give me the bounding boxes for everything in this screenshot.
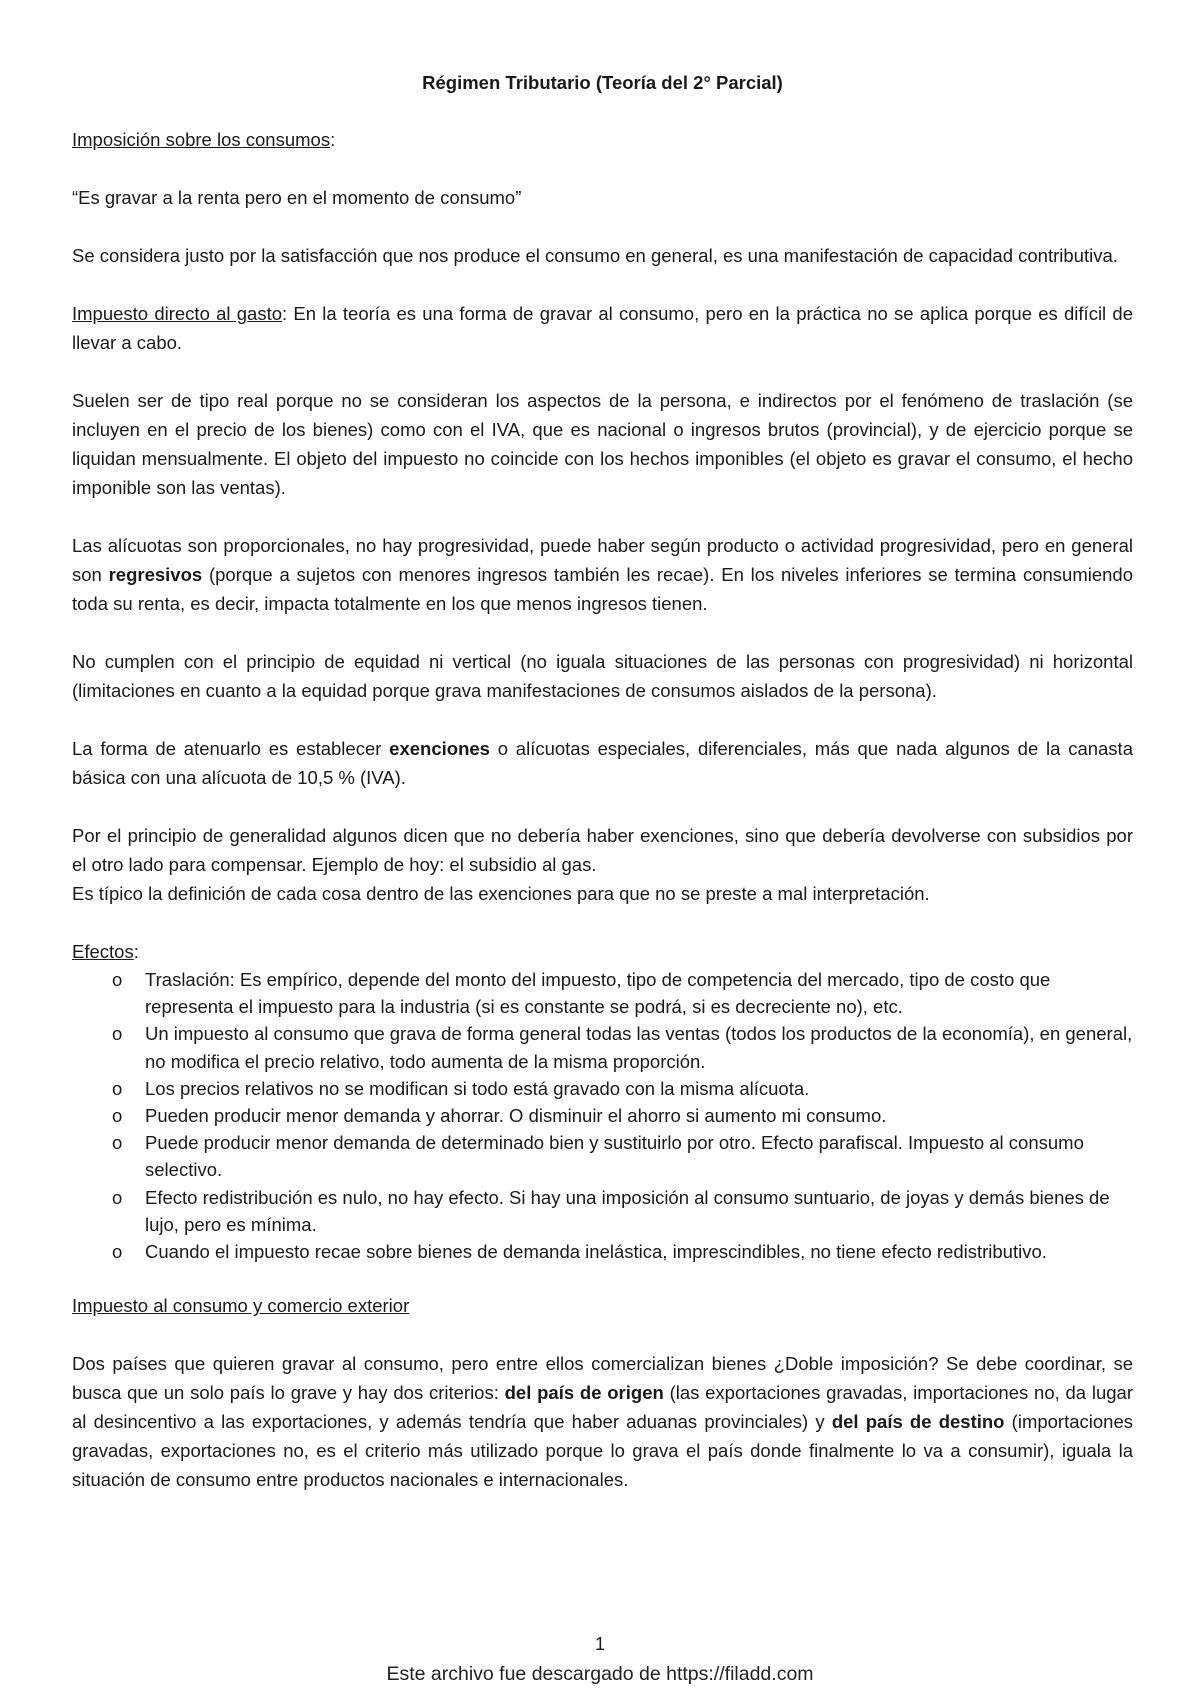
comercio-text-c: (importaciones gravadas, exportaciones no, es el criterio más utilizado porque lo grava el país donde finalmente lo va a consumir), iguala la situación de consumo entre productos nacionales e internacionales.: [72, 1411, 1133, 1491]
bullet-marker: o: [112, 969, 123, 990]
effects-list: [72, 966, 1133, 1265]
effect-text: Efecto redistribución es nulo, no hay efecto. Si hay una imposición al consumo suntuario, de joyas y demás bienes de lujo, pero es mínima.: [145, 1186, 1110, 1235]
paragraph-generalidad: Por el principio de generalidad algunos dicen que no debería haber exenciones, sino que debería devolverse con subsidios por el otro lado para compensar. Ejemplo de hoy: el subsidio al gas.: [72, 825, 1133, 875]
alicuotas-text-b: (porque a sujetos con menores ingresos también les recae). En los niveles inferiores se termina consumiendo toda su renta, es decir, impacta totalmente en los que menos ingresos tienen.: [72, 564, 1134, 614]
bullet-marker: o: [112, 1132, 123, 1154]
exenciones-bold: exenciones: [389, 738, 490, 759]
list-item: [72, 1020, 1133, 1074]
list-item: [72, 966, 1133, 1020]
list-item: [72, 1184, 1133, 1238]
paragraph-gasto: [72, 299, 1133, 357]
comercio-text-a: Dos países que quieren gravar al consumo, pero entre ellos comercializan bienes ¿Doble imposición? Se debe coordinar, se busca que un solo país lo grave y hay dos criterios:: [72, 1353, 1133, 1404]
page-number: 1: [594, 1634, 605, 1654]
bullet-marker: o: [112, 1105, 123, 1127]
gasto-text: : En la teoría es una forma de gravar al consumo, pero en la práctica no se aplica porque es difícil de llevar a cabo.: [72, 303, 1133, 353]
destino-bold: del país de destino: [831, 1411, 1005, 1433]
alicuotas-text-a: Las alícuotas son proporcionales, no hay progresividad, puede haber según producto o actividad progresividad, pero en general son: [72, 535, 1133, 585]
effects-heading: [72, 937, 1133, 966]
list-item: [72, 1075, 1133, 1102]
bullet-marker: o: [112, 1241, 123, 1263]
effect-text: Pueden producir menor demanda y ahorrar. O disminuir el ahorro si aumento mi consumo.: [145, 1105, 887, 1127]
list-item: [72, 1238, 1133, 1265]
paragraph-definicion: Es típico la definición de cada cosa dentro de las exenciones para que no se preste a mal interpretación.: [72, 883, 930, 904]
atenuar-text-a: La forma de atenuarlo es establecer: [72, 738, 390, 759]
document-body: [72, 68, 1133, 1494]
paragraph-tipo-real: Suelen ser de tipo real porque no se consideran los aspectos de la persona, e indirectos por el fenómeno de traslación (se incluyen en el precio de los bienes) como con el IVA, que es nacional o ingresos brutos (provincial), y de ejercicio porque se liquidan mensualmente. El objeto del impuesto no coincide con los hechos imponibles (el objeto es gravar el consumo, el hecho imponible son las ventas).: [72, 390, 1133, 498]
heading-colon: :: [330, 129, 336, 150]
effect-text: Puede producir menor demanda de determinado bien y sustituirlo por otro. Efecto parafiscal. Impuesto al consumo selectivo.: [145, 1132, 1084, 1181]
effect-text: Un impuesto al consumo que grava de forma general todas las ventas (todos los productos de la economía), en general, no modifica el precio relativo, todo aumenta de la misma proporción.: [145, 1023, 1133, 1072]
origen-bold: del país de origen: [504, 1382, 664, 1404]
effect-text: Cuando el impuesto recae sobre bienes de demanda inelástica, imprescindibles, no tiene efecto redistributivo.: [145, 1241, 1047, 1263]
footer-download-note: Este archivo fue descargado de https://filadd.com: [386, 1663, 814, 1685]
section-heading-consumos: [72, 125, 1133, 154]
document-title: Régimen Tributario (Teoría del 2° Parcial): [422, 72, 783, 93]
paragraph-atenuar: [72, 734, 1133, 792]
section-heading-text: Imposición sobre los consumos: [72, 129, 331, 150]
comercio-text-b: (las exportaciones gravadas, importaciones no, da lugar al desincentivo a las exportaciones, y además tendría que haber aduanas provinciales) y: [72, 1382, 1133, 1433]
comercio-heading-text: Impuesto al consumo y comercio exterior: [72, 1295, 410, 1317]
bullet-marker: o: [112, 1186, 123, 1208]
quote-paragraph: “Es gravar a la renta pero en el momento de consumo”: [72, 187, 522, 208]
paragraph-equidad: No cumplen con el principio de equidad ni vertical (no iguala situaciones de las personas con progresividad) ni horizontal (limitaciones en cuanto a la equidad porque grava manifestaciones de consumos aislados de la persona).: [72, 651, 1133, 701]
effects-heading-colon: :: [133, 941, 139, 962]
gasto-label: Impuesto directo al gasto: [72, 303, 283, 324]
effect-text: Los precios relativos no se modifican si todo está gravado con la misma alícuota.: [145, 1077, 810, 1099]
paragraph-comercio: [72, 1349, 1133, 1494]
atenuar-text-b: o alícuotas especiales, diferenciales, más que nada algunos de la canasta básica con una alícuota de 10,5 % (IVA).: [72, 738, 1133, 788]
paragraph-alicuotas: [72, 531, 1133, 618]
paragraph-capacidad: Se considera justo por la satisfacción que nos produce el consumo en general, es una manifestación de capacidad contributiva.: [72, 245, 1118, 266]
regresivos-bold: regresivos: [108, 564, 203, 585]
list-item: [72, 1102, 1133, 1129]
bullet-marker: o: [112, 1023, 123, 1045]
section-heading-comercio: [72, 1291, 1133, 1320]
effects-heading-text: Efectos: [72, 941, 134, 962]
bullet-marker: o: [112, 1077, 123, 1099]
list-item: [72, 1129, 1133, 1183]
effect-text: Traslación: Es empírico, depende del monto del impuesto, tipo de competencia del mercado, tipo de costo que representa el impuesto para la industria (si es constante se podrá, si es decreciente no), etc.: [145, 969, 1051, 1018]
